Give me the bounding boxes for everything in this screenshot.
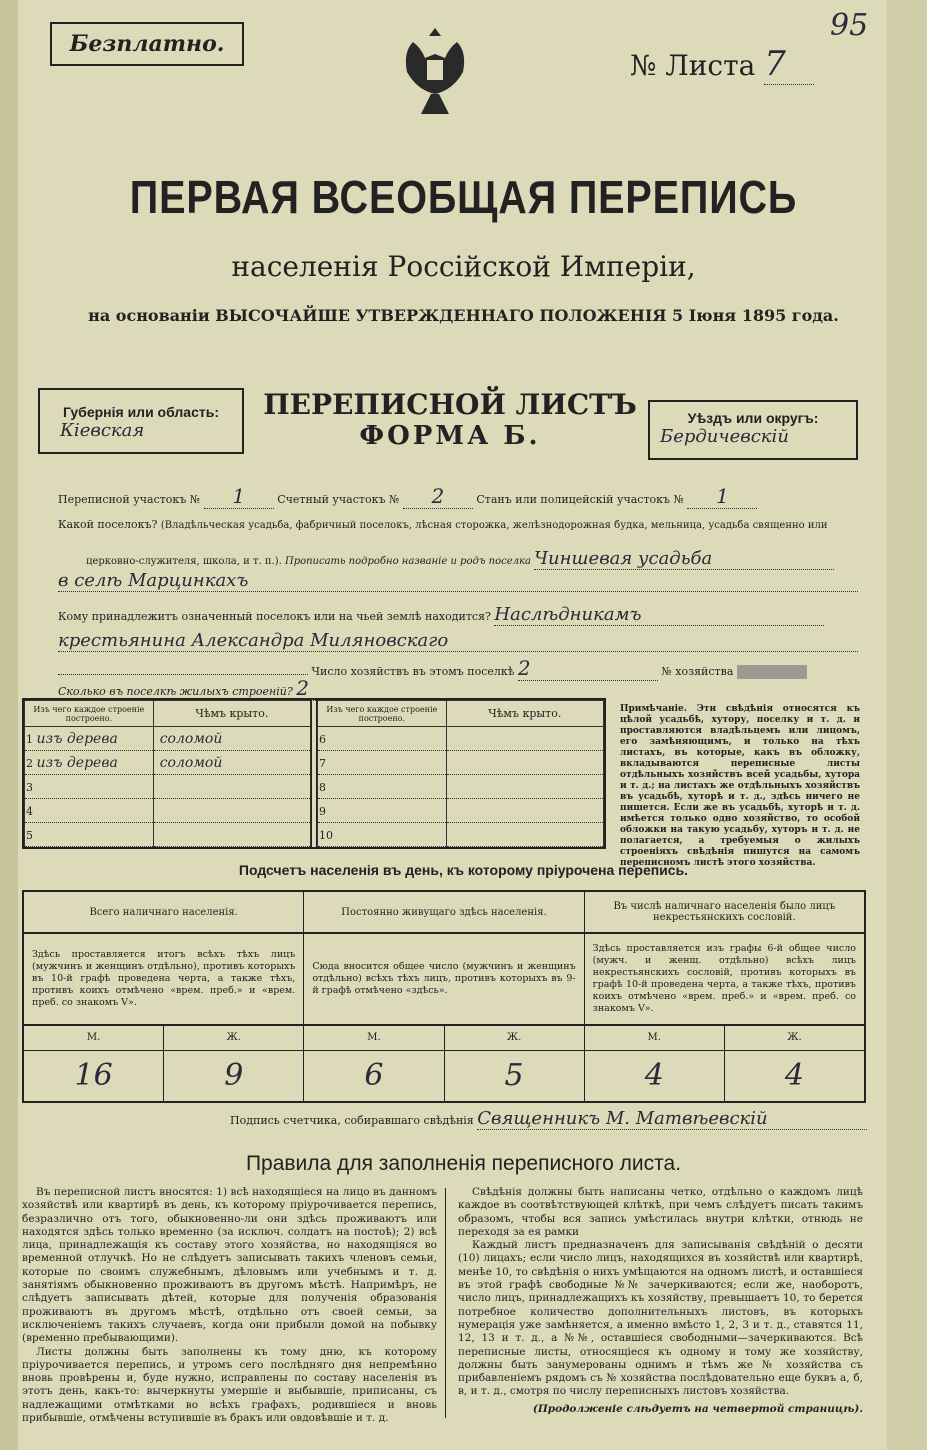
signature-label: Подпись счетчика, собиравшаго свѣдѣнія bbox=[230, 1114, 474, 1127]
household-number-label: № хозяйства bbox=[661, 665, 734, 678]
col-material-header: Изъ чего каждое строеніе построено. bbox=[317, 701, 446, 727]
building-row bbox=[25, 727, 311, 751]
rules-left-paragraph-2: Листы должны быть заполнены къ тому дню, къ которому пріурочивается перепись, и утромъ сего послѣдняго дня непремѣнно вновь провѣрены и, буде нужно, исправлены по составу населенія въ этотъ день, какъ-то: вычеркнуты умершіе и выбывшіе, приписаны, съ надлежащими отмѣтками во всѣхъ графахъ, родившіеся и вновь прибывшіе, отмѣчены вступившіе въ бракъ или овдовѣвшіе и т. д. bbox=[22, 1345, 437, 1425]
document-title: ПЕРВАЯ ВСЕОБЩАЯ ПЕРЕПИСЬ bbox=[129, 171, 798, 223]
count-column-description: Здѣсь проставляется изъ графы 6-й общее число (мужч. и женщ. отдѣльно) всѣхъ лицъ некрестьянскихъ сословій, противъ которыхъ въ графѣ 10-й проведена черта, а также тѣхъ, противъ коихъ отмѣчено «врем. преб.» и «врем. преб. со знакомъ V». bbox=[585, 934, 864, 1026]
buildings-table bbox=[22, 698, 606, 849]
count-area-value: 2 bbox=[403, 484, 473, 509]
settlement-label: Какой поселокъ? bbox=[58, 518, 158, 531]
building-number: 5 bbox=[26, 828, 33, 842]
building-row bbox=[317, 799, 603, 823]
stan-label: Станъ или полицейскій участокъ № bbox=[476, 493, 684, 506]
settlement-value-2: в селѣ Марцинкахъ bbox=[58, 570, 858, 592]
building-roof bbox=[446, 751, 603, 775]
households-label: Число хозяйствъ въ этомъ поселкѣ bbox=[311, 665, 515, 678]
female-label: Ж. bbox=[787, 1032, 802, 1043]
count-column bbox=[24, 892, 303, 1101]
page-edge bbox=[0, 0, 18, 1450]
building-row bbox=[25, 751, 311, 775]
building-row bbox=[317, 775, 603, 799]
building-row bbox=[317, 823, 603, 847]
building-roof bbox=[446, 727, 603, 751]
building-number: 3 bbox=[26, 780, 33, 794]
households-value: 2 bbox=[518, 656, 658, 681]
male-label: М. bbox=[24, 1026, 164, 1050]
building-number: 9 bbox=[318, 804, 326, 818]
female-count: 5 bbox=[504, 1058, 524, 1093]
building-number: 6 bbox=[318, 732, 326, 746]
buildings-table-left bbox=[24, 700, 311, 847]
gubernia-box bbox=[38, 388, 244, 454]
settlement-value-1: Чиншевая усадьба bbox=[534, 548, 834, 570]
form-title: ПЕРЕПИСНОЙ ЛИСТЪ bbox=[263, 388, 637, 421]
female-label: Ж. bbox=[226, 1032, 241, 1043]
count-column bbox=[584, 892, 864, 1101]
form-name: ФОРМА Б. bbox=[359, 421, 541, 451]
settlement-instruction: Прописать подробно названіе и родъ поселка bbox=[284, 556, 531, 567]
rules-title: Правила для заполненія переписного листа. bbox=[245, 1152, 682, 1175]
owner-label: Кому принадлежитъ означенный поселокъ или на чьей землѣ находится? bbox=[58, 610, 491, 623]
building-row bbox=[25, 799, 311, 823]
census-area-label: Переписной участокъ № bbox=[58, 493, 201, 506]
population-count-table bbox=[22, 890, 866, 1103]
count-area-label: Счетный участокъ № bbox=[277, 493, 400, 506]
building-row bbox=[25, 823, 311, 847]
rules-continued: (Продолженіе слѣдуетъ на четвертой страницѣ). bbox=[532, 1402, 863, 1415]
male-label: М. bbox=[304, 1026, 444, 1050]
sheet-number-label: № Листа bbox=[630, 49, 756, 82]
settlement-line-2 bbox=[86, 548, 866, 570]
signature-value: Священникъ М. Матвѣевскій bbox=[477, 1108, 867, 1130]
owner-value-2: крестьянина Александра Миляновскаго bbox=[58, 630, 858, 652]
building-number: 10 bbox=[318, 828, 333, 842]
form-heading bbox=[250, 388, 650, 451]
buildings-table-right bbox=[317, 700, 604, 847]
rules-left-paragraph-1: Въ переписной листъ вносятся: 1) всѣ находящіеся на лицо въ данномъ хозяйствѣ или квартирѣ въ день, къ которому пріурочивается перепись, безразлично отъ того, обыкновенно-ли они здѣсь проживаютъ или находятся здѣсь только временно (за исключ. солдатъ на постоѣ); 2) всѣ лица, принадлежащія къ составу этого хозяйства, но находящіяся во временной отлучкѣ. Но не слѣдуетъ записывать такихъ членовъ семьи, которые по своимъ служебнымъ, дѣловымъ или учебнымъ и т. д. занятіямъ обыкновенно проживаютъ въ другомъ мѣстѣ. Напримѣръ, не слѣдуетъ записывать дѣтей, которые для полученія образованія проживаютъ въ другомъ мѣстѣ, отдѣльно отъ своей семьи, за исключеніемъ такихъ случаевъ, когда они прибыли домой на побывку (временно пребывающими). bbox=[22, 1186, 437, 1345]
sheet-number-value: 7 bbox=[764, 44, 814, 85]
building-number: 2 bbox=[26, 756, 33, 770]
count-column-header: Всего наличнаго населенія. bbox=[24, 892, 303, 934]
col-roof-header: Чѣмъ крыто. bbox=[446, 701, 603, 727]
building-roof: соломой bbox=[153, 727, 310, 751]
document-subtitle: населенія Россійской Имперіи, bbox=[231, 250, 696, 283]
female-count: 9 bbox=[224, 1058, 244, 1093]
settlement-hint-2: церковно-служителя, школа, и т. п.). bbox=[86, 556, 282, 567]
building-roof bbox=[153, 823, 310, 847]
building-number: 4 bbox=[26, 804, 33, 818]
census-area-value: 1 bbox=[204, 484, 274, 509]
building-roof bbox=[446, 823, 603, 847]
legal-basis: на основаніи ВЫСОЧАЙШЕ УТВЕРЖДЕННАГО ПОЛОЖЕНІЯ 5 Іюня 1895 года. bbox=[88, 306, 839, 325]
count-column-description: Здѣсь проставляется итогъ всѣхъ тѣхъ лицъ (мужчинъ и женщинъ отдѣльно), противъ которыхъ въ 10-й графѣ проведена черта, а также тѣхъ, противъ коихъ отмѣчено «врем. преб.» и «врем. преб. со знакомъ V». bbox=[24, 934, 303, 1026]
building-roof bbox=[153, 799, 310, 823]
uezd-label: Уѣздъ или округъ: bbox=[687, 410, 819, 426]
building-row bbox=[317, 751, 603, 775]
male-count: 4 bbox=[585, 1051, 725, 1101]
population-count-title: Подсчетъ населенія въ день, къ которому пріурочена перепись. bbox=[238, 862, 689, 878]
building-roof bbox=[446, 799, 603, 823]
free-label: Безплатно. bbox=[69, 31, 225, 57]
signature-line bbox=[230, 1108, 927, 1130]
owner-value-1: Наслѣдникамъ bbox=[494, 604, 824, 626]
female-label: Ж. bbox=[506, 1032, 522, 1043]
building-row bbox=[25, 775, 311, 799]
gubernia-value: Кіевская bbox=[60, 420, 145, 441]
building-roof bbox=[446, 775, 603, 799]
building-row bbox=[317, 727, 603, 751]
male-label: М. bbox=[585, 1026, 725, 1050]
count-column-header: Въ числѣ наличнаго населенія было лицъ некрестьянскихъ сословій. bbox=[585, 892, 864, 934]
buildings-note: Примѣчаніе. Эти свѣдѣнія относятся къ цѣлой усадьбѣ, хутору, поселку и т. д. и проставляются владѣльцемъ или лицомъ, его замѣняющимъ, и только на тѣхъ листахъ, въ которые, какъ въ обложку, вкладываются переписные листы отдѣльныхъ хозяйствъ всей усадьбы, хутора и т. д.; на листахъ же отдѣльныхъ хозяйствъ въ усадьбѣ, хуторѣ и т. д., здѣсь ничего не пишется. Если же въ усадьбѣ, хуторѣ и т. д. имѣется только одно хозяйство, то особой обложки на такую усадьбу, хуторъ и т. д. не полагается, а требуемыя о жилыхъ строеніяхъ свѣдѣнія пишутся на самомъ переписномъ листѣ этого хозяйства. bbox=[620, 704, 860, 868]
building-roof: соломой bbox=[153, 751, 310, 775]
stan-value: 1 bbox=[687, 484, 757, 509]
settlement-line bbox=[58, 518, 878, 531]
col-material-header: Изъ чего каждое строеніе построено. bbox=[25, 701, 154, 727]
rules-divider bbox=[445, 1188, 446, 1418]
count-column bbox=[303, 892, 583, 1101]
sheet-number-alt: 95 bbox=[830, 8, 869, 43]
building-material: изъ дерева bbox=[36, 754, 118, 771]
buildings-label: Сколько въ поселкѣ жилыхъ строеній? bbox=[58, 685, 293, 698]
female-count: 4 bbox=[784, 1058, 804, 1093]
building-number: 8 bbox=[318, 780, 326, 794]
buildings-value: 2 bbox=[296, 676, 386, 701]
count-column-header: Постоянно живущаго здѣсь населенія. bbox=[304, 892, 583, 934]
household-number-redacted bbox=[737, 665, 807, 679]
double-headed-eagle-emblem bbox=[395, 22, 475, 122]
sheet-number bbox=[630, 44, 814, 85]
gubernia-label: Губернія или область: bbox=[62, 404, 220, 420]
uezd-value: Бердичевскій bbox=[660, 426, 789, 447]
areas-line bbox=[58, 484, 858, 509]
count-column-description: Сюда вносится общее число (мужчинъ и женщинъ отдѣльно) всѣхъ тѣхъ лицъ, противъ которыхъ въ 9-й графѣ отмѣчено «здѣсь». bbox=[304, 934, 583, 1026]
owner-line bbox=[58, 604, 858, 626]
rules-left-column bbox=[22, 1186, 437, 1425]
rules-right-paragraph-1: Свѣдѣнія должны быть написаны четко, отдѣльно о каждомъ лицѣ каждое въ соотвѣтствующей клѣткѣ, при чемъ слѣдуетъ писать такимъ образомъ, чтобы вся запись умѣстилась внутри клѣтки, отнюдь не переходя за ея рамки bbox=[458, 1186, 863, 1238]
building-number: 1 bbox=[26, 732, 33, 746]
col-roof-header: Чѣмъ крыто. bbox=[153, 701, 310, 727]
male-count: 16 bbox=[24, 1051, 164, 1101]
settlement-hint: (Владѣльческая усадьба, фабричный поселокъ, лѣсная сторожка, желѣзнодорожная будка, мельница, усадьба священно или bbox=[160, 520, 828, 531]
rules-right-paragraph-2: Каждый листъ предназначенъ для записыванія свѣдѣній о десяти (10) лицахъ; если число лицъ, находящихся въ хозяйствѣ или квартирѣ, менѣе 10, то свѣдѣнія о нихъ умѣщаются на одномъ листѣ, и оставшіеся въ этой графѣ свободные №№ зачеркиваются; если же, наоборотъ, число лицъ, принадлежащихъ къ хозяйству, превышаетъ 10, то берется потребное количество дополнительныхъ листовъ, въ которыхъ нумерація уже замѣняется, а именно вмѣсто 1, 2, 3 и т. д., ставятся 11, 12, 13 и т. д., а №№, оставшіеся свободными—зачеркиваются. Всѣ переписные листы, относящіеся къ одному и тому же хозяйству, должны быть занумерованы однимъ и тѣмъ же № хозяйства съ прибавленіемъ рядомъ съ № хозяйства послѣдовательно еще буквъ а, б, в, и т. д., смотря по числу переписныхъ листовъ хозяйства. bbox=[458, 1239, 863, 1398]
building-material: изъ дерева bbox=[36, 730, 118, 747]
free-badge bbox=[50, 22, 244, 66]
male-count: 6 bbox=[304, 1051, 444, 1101]
rules-right-column bbox=[458, 1186, 863, 1416]
uezd-box bbox=[648, 400, 858, 460]
building-roof bbox=[153, 775, 310, 799]
page-edge-right bbox=[887, 0, 927, 1450]
building-number: 7 bbox=[318, 756, 326, 770]
